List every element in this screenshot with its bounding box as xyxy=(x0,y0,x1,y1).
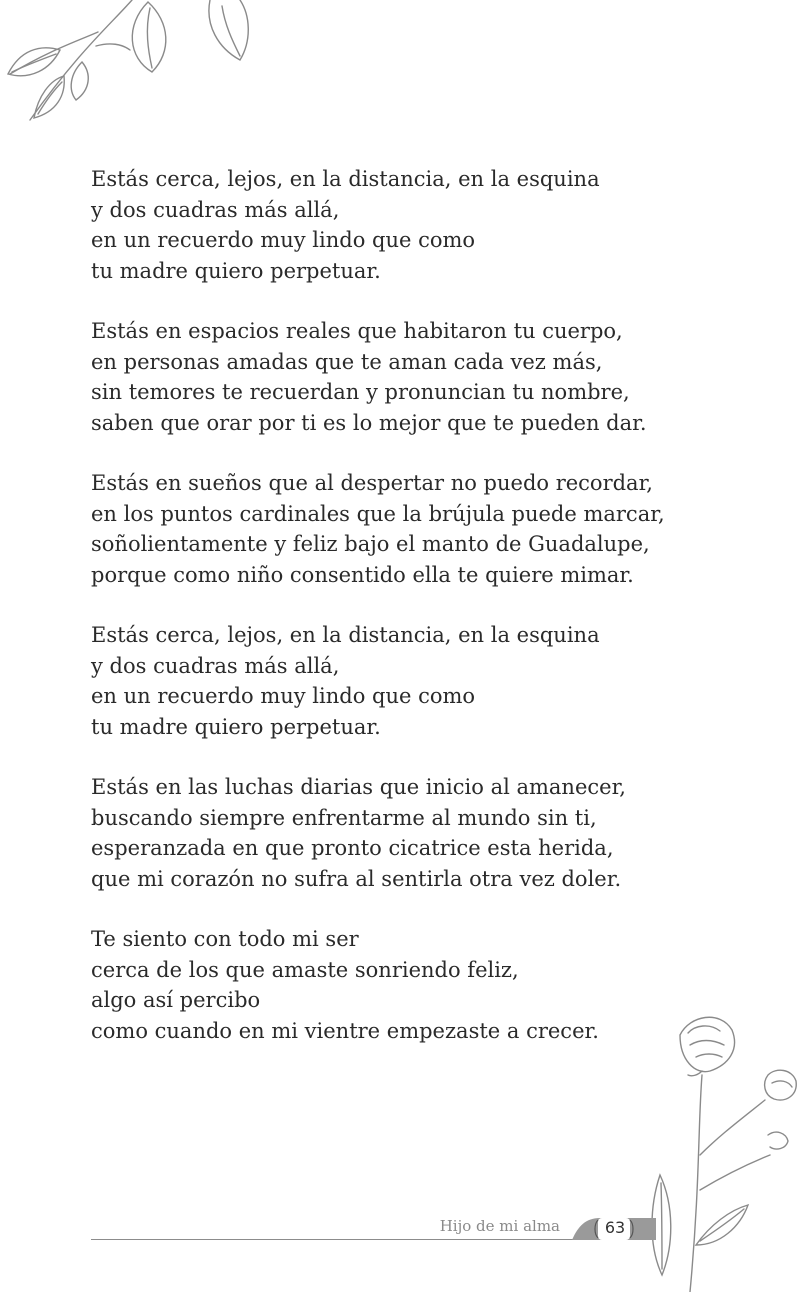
poem-line: que mi corazón no sufra al sentirla otra vez doler. xyxy=(91,866,622,891)
poem-line: Estás cerca, lejos, en la distancia, en la esquina xyxy=(91,167,600,191)
poem-line: Estás cerca, lejos, en la distancia, en la esquina xyxy=(91,623,600,647)
poem-line: en los puntos cardinales que la brújula puede marcar, xyxy=(91,501,665,526)
wildflower-icon xyxy=(640,1005,800,1292)
poem-line: en personas amadas que te aman cada vez más, xyxy=(91,349,603,374)
poem-line: Estás en sueños que al despertar no puedo recordar, xyxy=(91,471,653,495)
poem-line: saben que orar por ti es lo mejor que te pueden dar. xyxy=(91,410,647,435)
page-number: 63 xyxy=(604,1218,626,1237)
stanza-1 xyxy=(91,164,731,286)
poem-line: como cuando en mi vientre empezaste a crecer. xyxy=(91,1018,599,1043)
stanza-4 xyxy=(91,620,731,742)
poem-line: cerca de los que amaste sonriendo feliz, xyxy=(91,957,519,982)
poem-line: y dos cuadras más allá, xyxy=(91,653,340,678)
poem-line: Estás en las luchas diarias que inicio al amanecer, xyxy=(91,775,626,799)
stanza-3 xyxy=(91,468,731,590)
poem-line: Te siento con todo mi ser xyxy=(91,927,359,951)
poem-line: esperanzada en que pronto cicatrice esta herida, xyxy=(91,836,614,860)
stanza-2 xyxy=(91,316,731,438)
poem xyxy=(91,164,731,1076)
poem-line: Estás en espacios reales que habitaron tu cuerpo, xyxy=(91,319,623,343)
poem-line: tu madre quiero perpetuar. xyxy=(91,258,381,283)
stanza-5 xyxy=(91,772,731,894)
poem-line: tu madre quiero perpetuar. xyxy=(91,714,381,739)
poem-line: algo así percibo xyxy=(91,988,261,1012)
poem-line: buscando siempre enfrentarme al mundo sin ti, xyxy=(91,805,597,830)
stanza-6 xyxy=(91,924,731,1046)
poem-line: soñolientamente y feliz bajo el manto de Guadalupe, xyxy=(91,532,650,556)
poem-line: y dos cuadras más allá, xyxy=(91,197,340,222)
poem-line: sin temores te recuerdan y pronuncian tu nombre, xyxy=(91,380,630,404)
running-title: Hijo de mi alma xyxy=(439,1217,560,1235)
leaf-branch-icon xyxy=(0,0,260,130)
poem-line: en un recuerdo muy lindo que como xyxy=(91,228,476,252)
poem-line: porque como niño consentido ella te quiere mimar. xyxy=(91,562,634,587)
poem-line: en un recuerdo muy lindo que como xyxy=(91,684,476,708)
